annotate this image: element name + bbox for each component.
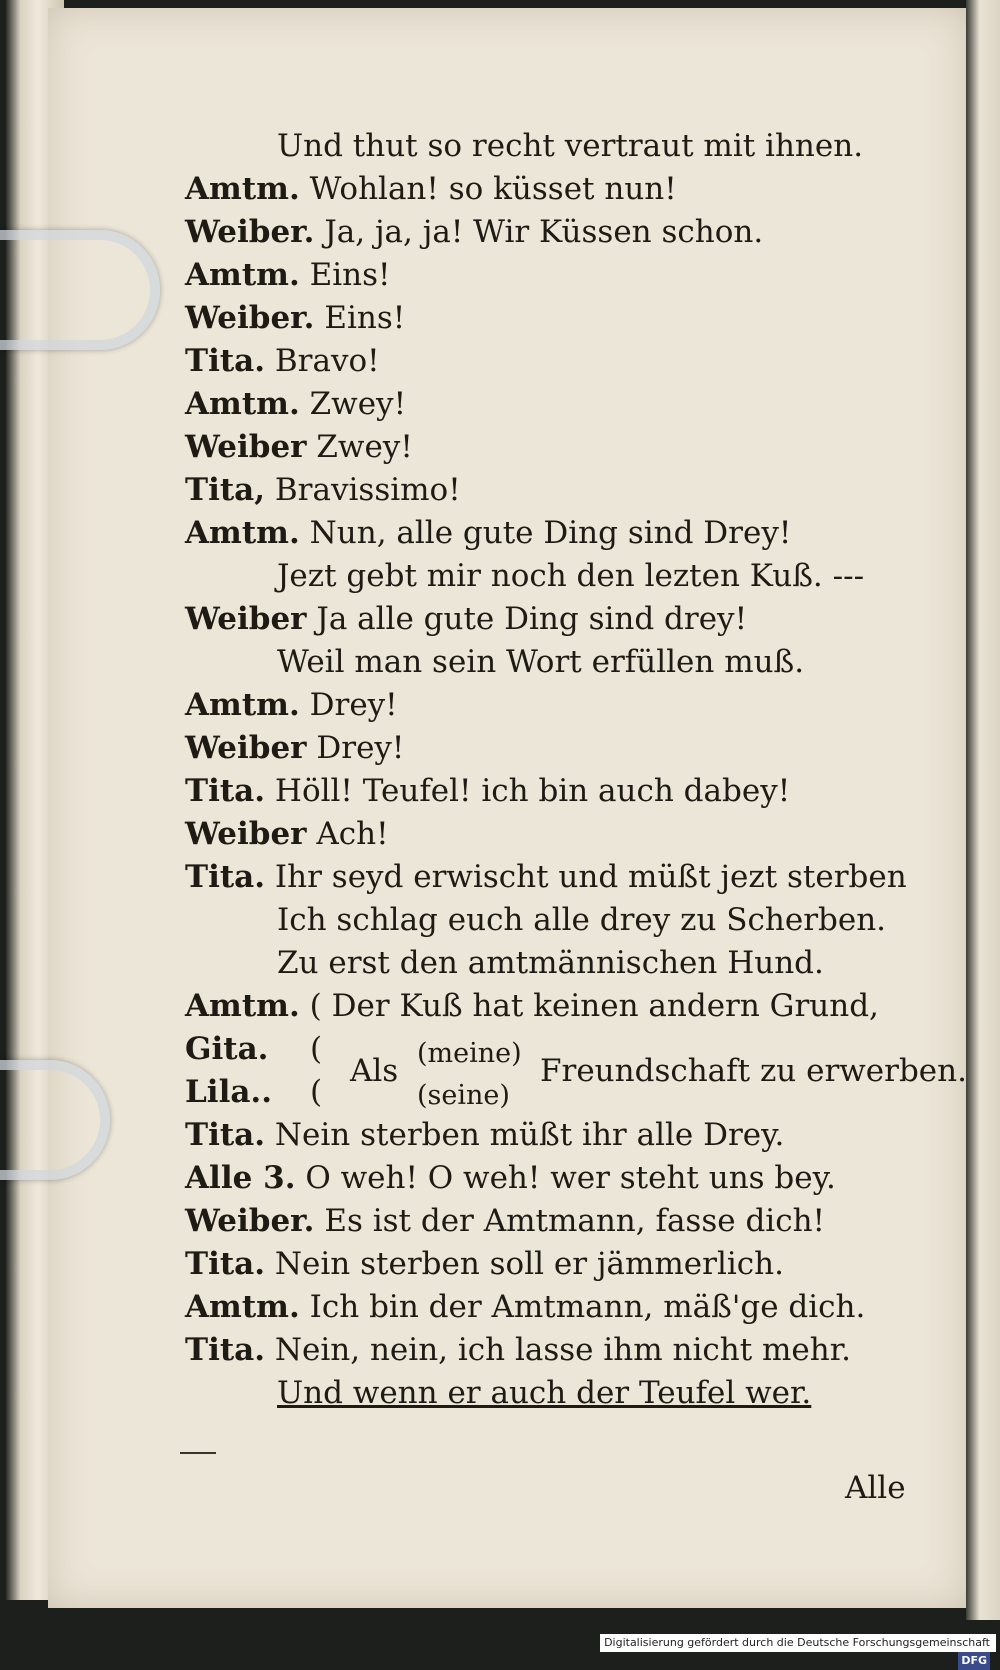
speaker-name: Tita.	[185, 859, 266, 895]
verse-text: Als	[350, 1053, 399, 1089]
verse-line	[185, 125, 925, 168]
verse-text: Ich schlag euch alle drey zu Scherben.	[277, 902, 887, 938]
margin-dash	[180, 1452, 216, 1454]
verse-line	[185, 426, 925, 469]
verse-line	[185, 1286, 925, 1329]
speaker-name: Tita.	[185, 343, 266, 379]
verse-line	[185, 1200, 925, 1243]
catchword: Alle	[845, 1470, 906, 1506]
verse-line	[185, 168, 925, 211]
verse-text: Zu erst den amtmännischen Hund.	[277, 945, 824, 981]
speaker-name: Gita.	[185, 1031, 269, 1067]
speaker-name: Amtm.	[185, 257, 300, 293]
verse-text: Drey!	[309, 687, 398, 723]
verse-line	[185, 684, 925, 727]
bracket-mark: (	[310, 1074, 323, 1110]
verse-text: Es ist der Amtmann, fasse dich!	[324, 1203, 825, 1239]
speaker-name: Weiber	[185, 429, 307, 465]
verse-text: O weh! O weh! wer steht uns bey.	[305, 1160, 836, 1196]
next-page-edge	[966, 0, 1000, 1620]
bracket-mark: (	[310, 1031, 323, 1067]
verse-line	[185, 383, 925, 426]
verse-line	[185, 727, 925, 770]
speaker-name: Weiber	[185, 601, 307, 637]
dfg-logo: DFG	[958, 1652, 990, 1670]
speaker-name: Weiber.	[185, 1203, 315, 1239]
verse-text: Zwey!	[309, 386, 407, 422]
verse-line	[185, 1243, 925, 1286]
verse-text: Eins!	[309, 257, 391, 293]
verse-text: Ach!	[316, 816, 389, 852]
speaker-name: Amtm.	[185, 515, 300, 551]
verse-text: Und thut so recht vertraut mit ihnen.	[277, 128, 864, 164]
verse-text: Drey!	[316, 730, 405, 766]
verse-text: Wohlan! so küsset nun!	[309, 171, 677, 207]
verse-text: ( Der Kuß hat keinen andern Grund,	[309, 988, 879, 1024]
speaker-name: Alle 3.	[185, 1160, 296, 1196]
verse-text: Nein, nein, ich lasse ihm nicht mehr.	[274, 1332, 851, 1368]
verse-line	[185, 598, 925, 641]
speaker-name: Amtm.	[185, 1289, 300, 1325]
verse-line	[185, 813, 925, 856]
verse-line	[185, 942, 925, 985]
verse-text: Nein sterben soll er jämmerlich.	[274, 1246, 784, 1282]
alternative-word: (seine)	[417, 1080, 510, 1111]
verse-line	[185, 1157, 925, 1200]
verse-text: Freundschaft zu erwerben.	[540, 1053, 967, 1089]
credit-text: Digitalisierung gefördert durch die Deutsche Forschungsgemeinschaft -	[604, 1636, 990, 1667]
speaker-name: Weiber	[185, 730, 307, 766]
verse-line	[185, 1114, 925, 1157]
verse-text: Ihr seyd erwischt und müßt jezt sterben	[274, 859, 907, 895]
speaker-name: Tita,	[185, 472, 266, 508]
speaker-name: Lila..	[185, 1074, 273, 1110]
speaker-name: Amtm.	[185, 687, 300, 723]
speaker-name: Amtm.	[185, 988, 300, 1024]
verse-text: Höll! Teufel! ich bin auch dabey!	[274, 773, 791, 809]
speaker-name: Tita.	[185, 1117, 266, 1153]
speaker-name: Tita.	[185, 1246, 266, 1282]
verse-text: Zwey!	[316, 429, 413, 465]
verse-line	[185, 254, 925, 297]
speaker-name: Amtm.	[185, 171, 300, 207]
verse-line	[185, 469, 925, 512]
verse-line	[185, 899, 925, 942]
verse-line	[185, 641, 925, 684]
verse-line	[185, 770, 925, 813]
verse-line	[185, 211, 925, 254]
speaker-name: Tita.	[185, 1332, 266, 1368]
verse-line	[185, 555, 925, 598]
verse-line	[185, 985, 925, 1028]
digitization-credit	[600, 1634, 996, 1667]
verse-text: Und wenn er auch der Teufel wer.	[277, 1375, 812, 1411]
verse-line	[185, 1372, 925, 1415]
verse-text: Nein sterben müßt ihr alle Drey.	[274, 1117, 785, 1153]
verse-text: Bravissimo!	[274, 472, 461, 508]
page-clip-top	[0, 230, 160, 350]
speaker-name: Weiber.	[185, 214, 315, 250]
verse-text: Weil man sein Wort erfüllen muß.	[277, 644, 805, 680]
verse-text: Ich bin der Amtmann, mäß'ge dich.	[309, 1289, 866, 1325]
verse-text: Nun, alle gute Ding sind Drey!	[309, 515, 792, 551]
speaker-name: Amtm.	[185, 386, 300, 422]
speaker-name: Weiber	[185, 816, 307, 852]
alternative-word: (meine)	[417, 1038, 522, 1069]
verse-line	[185, 856, 925, 899]
verse-line	[185, 340, 925, 383]
verse-text: Ja, ja, ja! Wir Küssen schon.	[324, 214, 764, 250]
verse-text: Jezt gebt mir noch den lezten Kuß. ---	[277, 558, 865, 594]
speaker-name: Weiber.	[185, 300, 315, 336]
verse-text: Eins!	[324, 300, 406, 336]
verse-line	[185, 1329, 925, 1372]
verse-text: Ja alle gute Ding sind drey!	[316, 601, 748, 637]
page-text	[185, 125, 967, 1415]
verse-line	[185, 297, 925, 340]
verse-line	[185, 512, 925, 555]
verse-text: Bravo!	[274, 343, 380, 379]
duet-bracket	[185, 1028, 967, 1114]
speaker-name: Tita.	[185, 773, 266, 809]
